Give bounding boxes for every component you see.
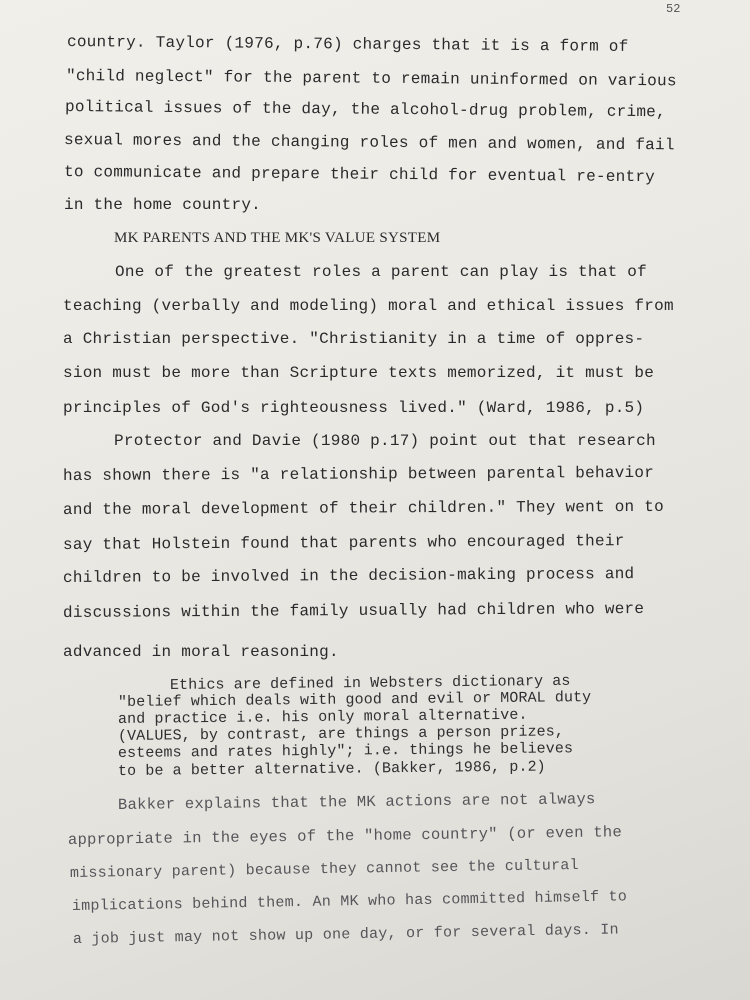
text-line: discussions within the family usually had children who were [62,599,645,622]
text-line: children to be involved in the decision-making process and [62,565,635,587]
text-line: "child neglect" for the parent to remain uninformed on various [65,67,677,91]
text-line: in the home country. [64,196,262,214]
text-line: appropriate in the eyes of the "home country" (or even the [67,823,623,849]
text-line: advanced in moral reasoning. [63,643,339,661]
text-line: say that Holstein found that parents who encouraged their [62,532,625,554]
text-line: teaching (verbally and modeling) moral and ethical issues from [63,297,674,315]
block-quote-line: "belief which deals with good and evil or MORAL duty [117,689,592,711]
text-line: principles of God's righteousness lived." (Ward, 1986, p.5) [63,399,645,417]
page-number: 52 [666,2,681,16]
text-line: missionary parent) because they cannot see the cultural [69,857,579,882]
text-line: One of the greatest roles a parent can play is that of [115,263,647,281]
block-quote-line: (VALUES, by contrast, are things a person prizes, [117,723,565,745]
block-quote-line: Ethics are defined in Websters dictionary as [169,672,571,694]
text-line: Bakker explains that the MK actions are not always [117,790,596,814]
block-quote-line: and practice i.e. his only moral alternative. [117,706,528,728]
text-line: sexual mores and the changing roles of men and women, and fail [63,131,675,155]
text-line: implications behind them. An MK who has committed himself to [71,888,628,915]
text-line: and the moral development of their children." They went on to [62,497,664,519]
text-line: has shown there is "a relationship between parental behavior [62,463,655,485]
text-line: political issues of the day, the alcohol-drug problem, crime, [64,98,667,122]
text-line: Protector and Davie (1980 p.17) point out that research [114,432,656,450]
text-line: sion must be more than Scripture texts memorized, it must be [63,364,655,382]
block-quote-line: esteems and rates highly"; i.e. things he believes [117,740,574,762]
text-line: country. Taylor (1976, p.76) charges that it is a form of [66,33,629,56]
text-line: a Christian perspective. "Christianity in a time of oppres- [63,330,645,348]
section-heading: MK PARENTS AND THE MK'S VALUE SYSTEM [114,230,441,246]
text-line: to communicate and prepare their child for eventual re-entry [63,163,656,187]
text-line: a job just may not show up one day, or for several days. In [72,921,619,948]
block-quote-line: to be a better alternative. (Bakker, 1986, p.2) [117,758,546,780]
